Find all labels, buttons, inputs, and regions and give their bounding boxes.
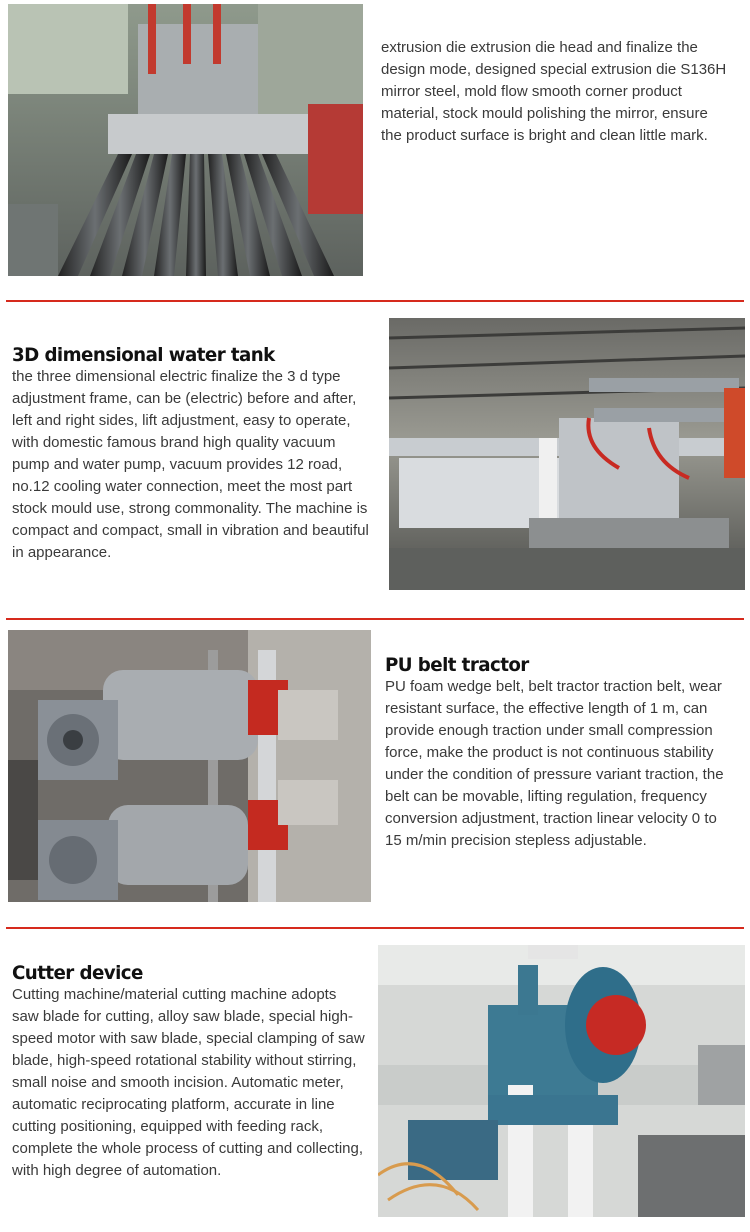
belt-tractor-photo	[8, 630, 371, 902]
cutter-device-heading: Cutter device	[12, 962, 143, 984]
extrusion-die-photo	[8, 4, 363, 276]
cutter-device-photo	[378, 945, 745, 1217]
section-belt-tractor	[0, 620, 750, 928]
water-tank-body: the three dimensional electric finalize the 3 d type adjustment frame, can be (electric) before and after, left and right sides, lift adjustment, easy to operate, with domestic famous brand high quality vacuum pump and water pump, vacuum provides 12 road, no.12 cooling water connection, meet the most part stock mould use, strong commonality. The machine is compact and compact, small in vibration and beautiful in appearance.	[12, 368, 369, 561]
belt-tractor-heading: PU belt tractor	[385, 654, 529, 676]
section-water-tank	[0, 302, 750, 620]
water-tank-heading: 3D dimensional water tank	[12, 344, 275, 366]
water-tank-photo	[389, 318, 745, 590]
section-cutter-device	[0, 929, 750, 1232]
belt-tractor-body: PU foam wedge belt, belt tractor traction belt, wear resistant surface, the effective length of 1 m, can provide enough traction under small compression force, make the product is not continuous stability under the condition of pressure variant traction, the belt can be movable, lifting regulation, frequency conversion adjustment, traction linear velocity 0 to 15 m/min precision stepless adjustable.	[385, 678, 724, 849]
extrusion-die-body: extrusion die extrusion die head and finalize the design mode, designed special extrusion die S136H mirror steel, mold flow smooth corner product material, stock mould polishing the mirror, ensure the product surface is bright and clean little mark.	[381, 39, 727, 144]
belt-tractor-text	[385, 654, 735, 852]
cutter-device-text	[12, 962, 367, 1182]
extrusion-die-text	[381, 37, 731, 147]
water-tank-text	[12, 344, 372, 564]
cutter-device-body: Cutting machine/material cutting machine adopts saw blade for cutting, alloy saw blade, special high-speed motor with saw blade, special clamping of saw blade, high-speed rotational stability without stirring, small noise and smooth incision. Automatic meter, automatic reciprocating platform, accurate in line cutting positioning, equipped with feeding rack, complete the whole process of cutting and collecting, with high degree of automation.	[12, 986, 365, 1179]
section-extrusion-die	[0, 0, 750, 300]
